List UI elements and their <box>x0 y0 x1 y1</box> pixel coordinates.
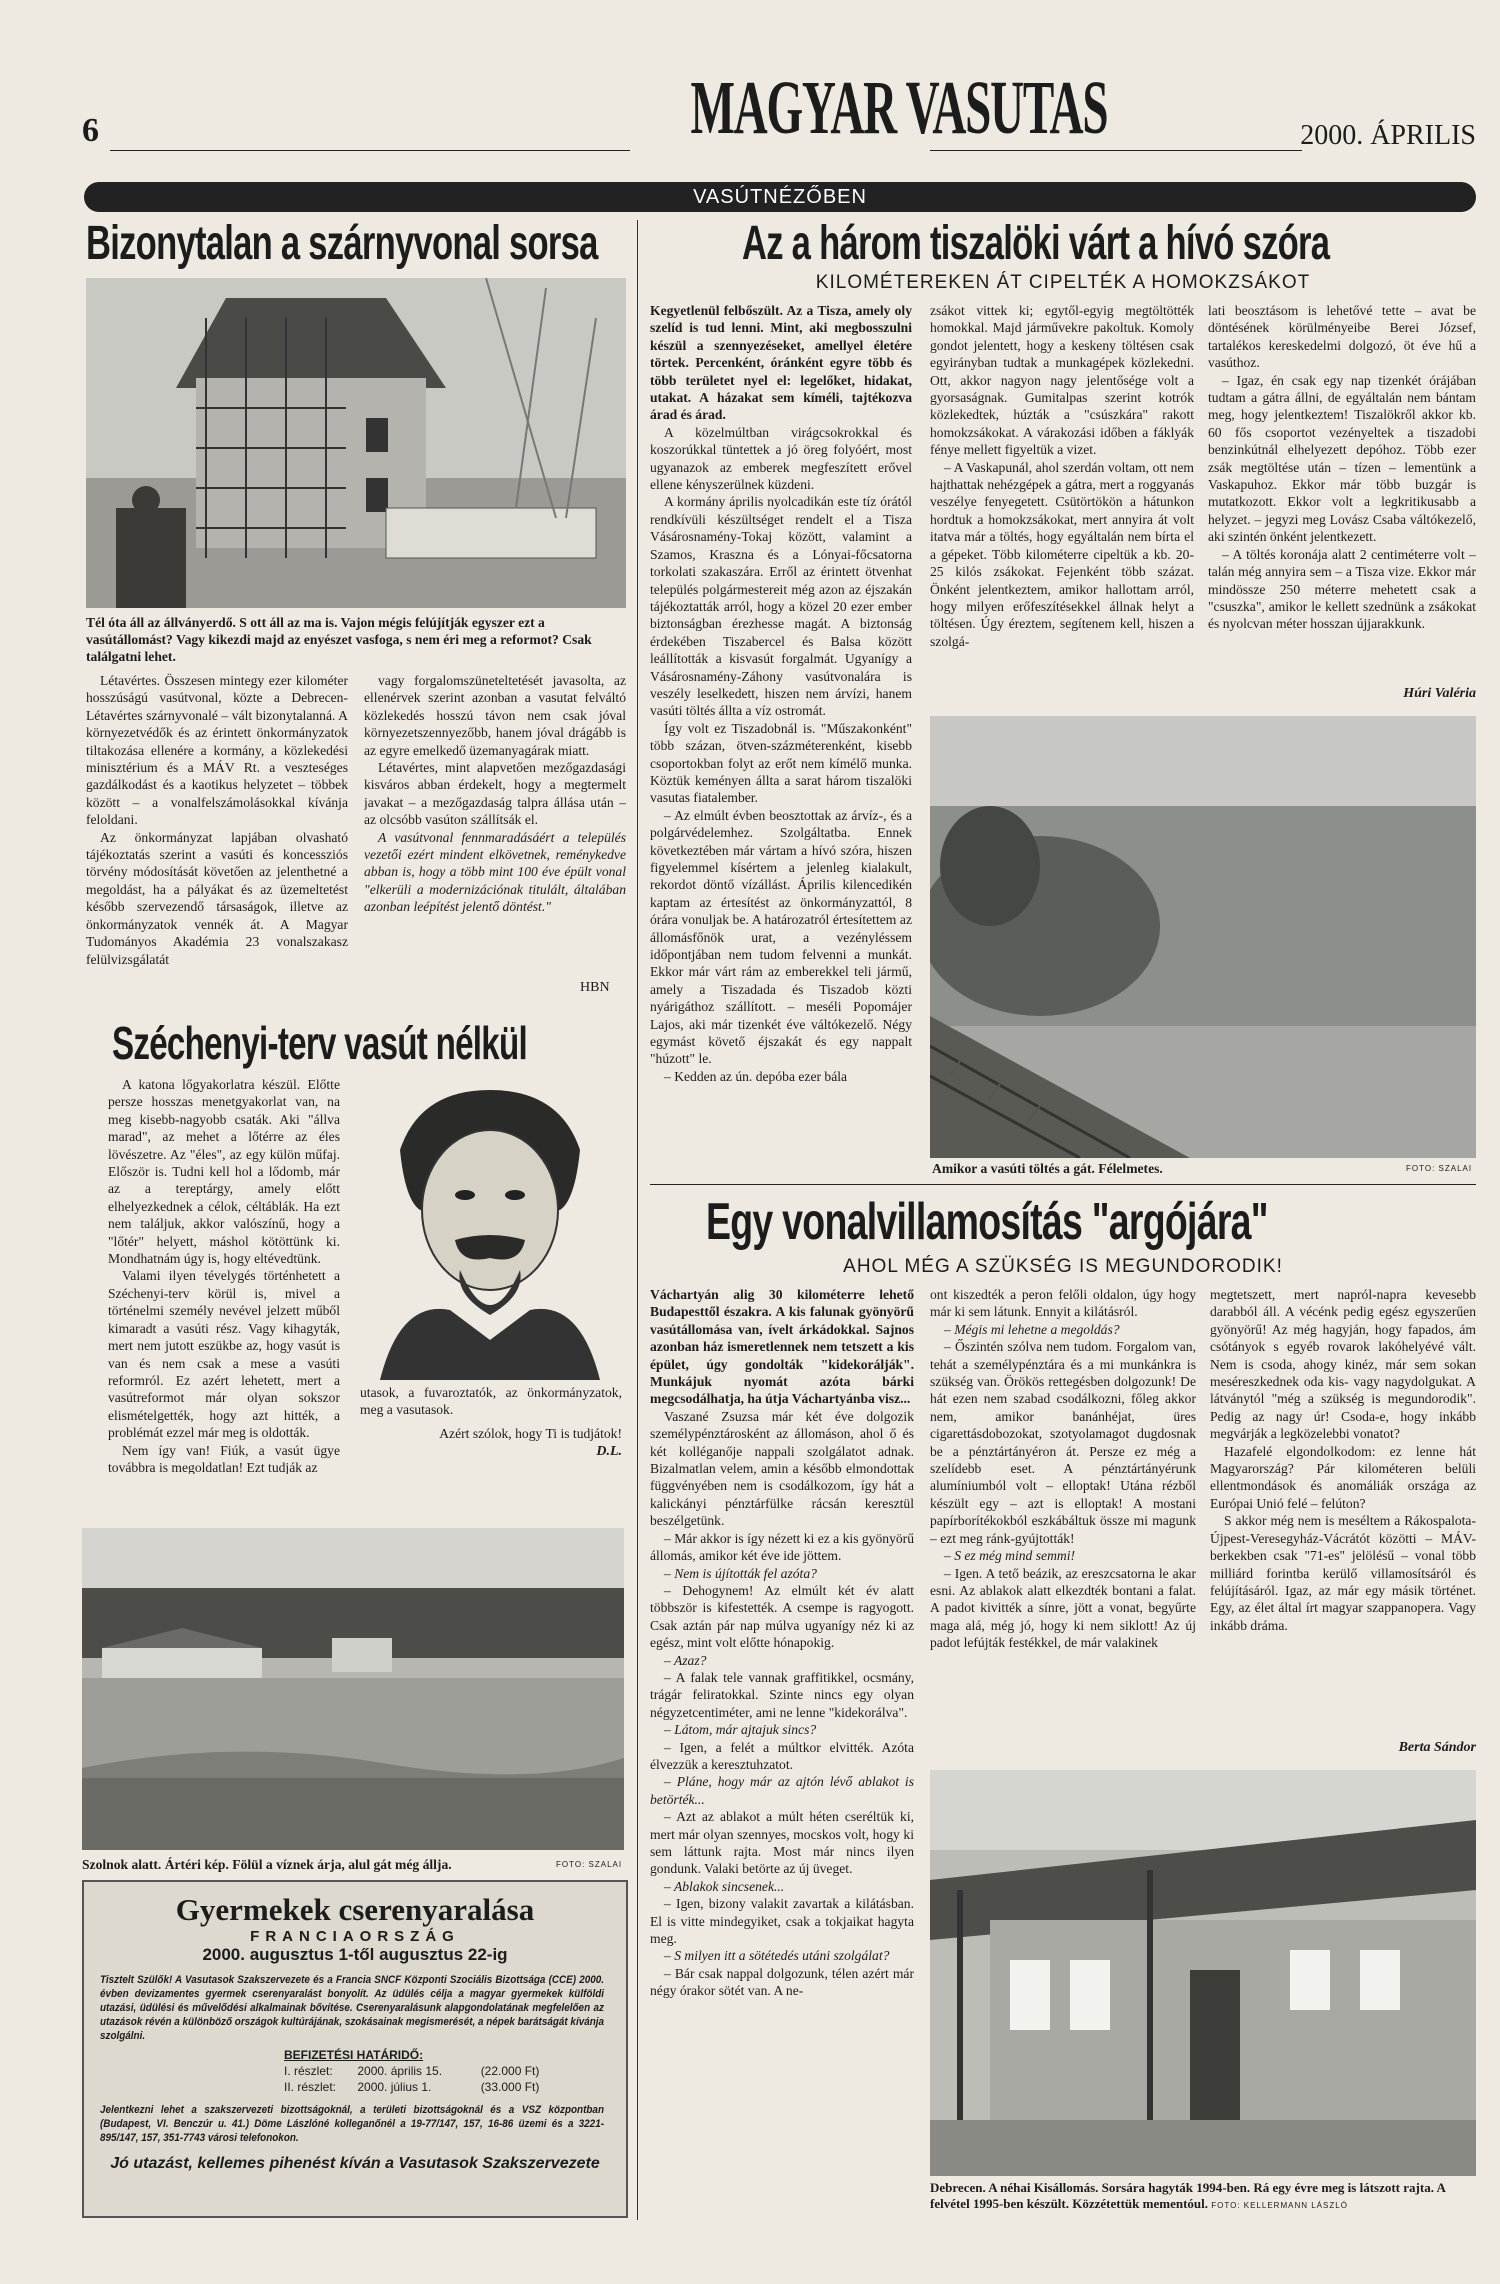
article1-col1 <box>86 672 348 998</box>
ad-body: Tisztelt Szülők! A Vasutasok Szakszervezete és a Francia SNCF Központi Szociális Bizottsága (CCE) 2000. évben devizamentes gyermek cserenyaralást bonyolít. Az üdülés célja a magyar gyermekek külföldi utazási, üdülési és művelődési alkalmainak bővítése. Cserenyaralásunk alapgondolatának megfelelően az utazások révén a különböző országok kultúrájának, szokásainak megismerését, a népek barátságát kívánja szolgálni. <box>100 1974 605 2042</box>
article3-paragraph: – A töltés koronája alatt 2 centiméterre volt – talán még annyira sem – a Tisza vize. Ekkor már mindössze 250 méterre mehetett csak a "csuszka", amikor le kellett szednünk a zsákokat és nyolcvan méter hosszan újjarakkunk. <box>1208 546 1476 632</box>
article4-station-photo <box>930 1770 1476 2176</box>
article3-col3 <box>1208 302 1476 682</box>
article4-question: – S ez még mind semmi! <box>944 1548 1076 1564</box>
szolnok-caption: Szolnok alatt. Ártéri kép. Fölül a víznek árja, alul gát még állja. <box>82 1857 452 1872</box>
article3-lead: Kegyetlenül felbőszült. Az a Tisza, amely oly szelíd is tud lenni. Mint, aki megbosszulni készül a szennyezéseket, amellyel életére törtek. Percenként, óránként egyre több és több területet nyel el: legelőket, hidakat, utakat. A házakat sem kíméli, tajtékozva árad és árad. <box>650 303 912 423</box>
article4-paragraph: – Már akkor is így nézett ki ez a kis gyönyörű állomás, amikor két éve ide jöttem. <box>650 1530 914 1564</box>
article2-signature: D.L. <box>596 1444 622 1459</box>
article2-paragraph: Nem így van! Fiúk, a vasút ügye továbbra is megoldatlan! Ezt tudják az <box>108 1442 340 1474</box>
article1-photo-caption: Tél óta áll az állványerdő. S ott áll az ma is. Vajon mégis felújítják egyszer ezt a vasútállomást? Vagy kikezdi majd az enyészet vasfoga, s nem éri meg a reformot? Csak találgatni lehet. <box>86 615 592 664</box>
article4-paragraph: Hazafelé elgondolkodom: ez lenne hát Magyarország? Pár kilométeren belüli ellentmondások és anomáliák országa az Európai Unió felé – felúton? <box>1210 1443 1476 1511</box>
article3-subtitle: KILOMÉTEREKEN ÁT CIPELTÉK A HOMOKZSÁKOT <box>815 272 1311 293</box>
article3-paragraph: Így volt ez Tiszadobnál is. "Műszakonként" több százan, ötven-százméterenként, kisebb csoportokban folyt az erőt nem kímélő munka. Köztük keményen állta a sarat három tiszalöki vasutas fiatalember. <box>650 720 912 806</box>
article4-question: – Mégis mi lehetne a megoldás? <box>944 1321 1120 1337</box>
article4-title: Egy vonalvillamosítás "argójára" <box>706 1193 1268 1251</box>
ad-part: I. részlet: <box>284 2064 333 2078</box>
szolnok-credit: FOTO: SZALAI <box>556 1860 623 1869</box>
szolnok-photo <box>82 1528 624 1850</box>
article4-paragraph: ont kiszedték a peron felőli oldalon, úgy hogy már ki sem látunk. Ennyit a kilátásról. <box>930 1287 1196 1320</box>
article3-photo-caption: Amikor a vasúti töltés a gát. Félelmetes. <box>932 1161 1163 1176</box>
article3-col2 <box>930 302 1194 702</box>
article1-title: Bizonytalan a szárnyvonal sorsa <box>86 217 598 270</box>
article3-paragraph: – Az elmúlt évben beosztottak az árvíz-, és a polgárvédelemhez. Szolgáltatba. Ennek következtében már vártam a hívó szóra, hiszen figyelemmel kísértem a jelenleg kialakult, rekordot döntő vízállást. Április kilencedikén kaptam az értesítést az önkormányzattól, 8 órára vonuljak be. A határozatról értesítettem az állomásfőnök urat, a vezényléssem időpontjában nem tudom felvenni a munkát. Ekkor már várt rám az emberekkel teli jármű, amely a Tiszadada és Tiszadob közti nyárigáthoz szállított. – meséli Popomájer Lajos, aki már tizenkét éve váltókezelő. Négy egymást követő éjszakát és egy nappalt "húzott" le. <box>650 807 912 1067</box>
article4-question: – Látom, már ajtajuk sincs? <box>664 1722 817 1738</box>
article3-paragraph: A kormány április nyolcadikán este tíz órától rendkívüli készültséget rendelt el a Tisza Vásárosnamény-Tokaj között, valamint a Szamos, Kraszna és a Lónyai-főcsatorna torkolati szakaszára. Erről az érintett ötvenhat település polgármestereit még azon az éjszakán tájékoztatták arról, hogy a közel 20 ezer ember biztonságban érezhesse magát. A biztonság érdekében Tiszabercel és Balsa között leállították a kisvasút forgalmát. Ugyanígy a Vásárosnamény-Záhony vasútvonalára is veszély leselkedett, hiszen nem árvízi, hanem vasúti töltés állta a víz ostromát. <box>650 494 912 719</box>
article2-paragraph: Valami ilyen tévelygés történhetett a Széchenyi-terv körül is, mivel a történelmi személy nevével jelzett műből kimaradt a vasúti rész. Vagy kihagyták, mert nem jutott eszükbe az, hogy vasút is van és nem csak a mese a vasúti reformról. Ez azért lehetett, mert a vasútreformot már olyan sokszor elismételgették, hogy azt hitték, a problémát ezzel már meg is oldották. <box>108 1268 340 1441</box>
article3-col1 <box>650 302 912 1180</box>
article4-question: – S milyen itt a sötétedés utáni szolgálat? <box>664 1948 890 1964</box>
article4-photo-credit: FOTO: KELLERMANN LÁSZLÓ <box>1211 2201 1348 2210</box>
article2-title: Széchenyi-terv vasút nélkül <box>112 1017 527 1069</box>
column-divider <box>637 220 638 2220</box>
masthead: MAGYAR VASUTAS <box>690 66 1108 150</box>
exchange-ad <box>82 1880 628 2218</box>
szechenyi-portrait <box>360 1080 620 1380</box>
ad-country: FRANCIAORSZÁG <box>250 1928 460 1945</box>
ad-amount: (33.000 Ft) <box>480 2080 540 2094</box>
article2-paragraph: A katona lőgyakorlatra készül. Előtte persze hosszas menetgyakorlat van, na meg kisebb-nagyobb csaták. Aki "állva marad", az mehet a lőtérre az éles lövészetre. Az "éles", az egy külön műfaj. Először is. Tudni kell hol a lődomb, már az a tereptárgy, amely előtt elhelyezkednek a célok, céltáblák. Ha ezt nem találjuk, akkor valószínű, hogy a "lőtér" helyett, máshol kötöttünk ki. Mondhatnám úgy is, hogy eltévedtünk. <box>108 1077 340 1267</box>
article1-paragraph: Az önkormányzat lapjában olvasható tájékoztatás szerint a vasúti és koncessziós törvény módosítását követően az jelenthetné a megoldást, ha a pályákat és az üzemeltetést később szervezendő társaságok, illetve az önkormányzatok vennék át. A Magyar Tudományos Akadémia 23 vonalszakasz felülvizsgálatát <box>86 829 348 967</box>
article4-col1 <box>650 1286 914 2224</box>
article3-paragraph: – Kedden az ún. depóba ezer bála <box>664 1068 848 1084</box>
article3-paragraph: A közelmúltban virágcsokrokkal és koszorúkkal tüntettek a jó öreg folyóért, most ugyanazok az emberek megfeszített erővel ellene kényszerülnek küzdeni. <box>650 424 912 493</box>
article4-paragraph: – Azt az ablakot a múlt héten cseréltük ki, mert már olyan szennyes, mocskos volt, hogy ki sem láttunk rajta. Most már nincs ilyen gondunk. Valaki betörte az új üveget. <box>650 1809 914 1877</box>
article4-question: – Nem is újították fel azóta? <box>664 1565 817 1581</box>
article3-paragraph: – A Vaskapunál, ahol szerdán voltam, ott nem hajthattak nehézgépek a gátra, mert a roggyanás veszélye fenyegetett. Csütörtökön a hátunkon hordtuk a homokzsákokat, mert annyira át volt itatva már a töltés, hogy egyáltalán nem bírta el a gépeket. Több kilométerre cipeltük a kb. 20-25 kilós zsákokat. Fejenként több százat. Önként jelentkeztem, amikor hallottam arról, hogy milyen erőfeszítésekkel állnak helyt a töltésen. Úgy éreztem, segítenem kell, hiszen a szolgá- <box>930 459 1194 649</box>
article4-col2 <box>930 1286 1196 1760</box>
article1-signature: HBN <box>580 980 610 995</box>
ad-date: 2000. július 1. <box>357 2080 432 2094</box>
article3-paragraph: lati beosztásom is lehetővé tette – avat be döntésének körülményeibe Berei József, tartalékos kereskedelmi dolgozó, öt éve hű a vasúthoz. <box>1208 303 1476 371</box>
article3-flood-photo <box>930 716 1476 1158</box>
article1-paragraph: A vasútvonal fennmaradásáért a település vezetői ezért mindent elkövetnek, reménykedve abban is, hogy a több mint 100 éve épült vonal "elkerüli a modernizációnak titulált, általában azonban leépítést jelentő döntést." <box>364 829 626 915</box>
article2-paragraph: utasok, a fuvaroztatók, az önkormányzatok, meg a vasutasok. <box>360 1385 622 1418</box>
ad-part: II. részlet: <box>284 2080 337 2094</box>
article4-photo-caption <box>930 2180 1476 2214</box>
article4-signature: Berta Sándor <box>1398 1740 1476 1755</box>
article2-closing: Azért szólok, hogy Ti is tudjátok! <box>439 1426 622 1441</box>
article4-paragraph: – Igen, a felét a múltkor elvitték. Azóta élvezzük a keresztuhzatot. <box>650 1739 914 1772</box>
article4-col3 <box>1210 1286 1476 1736</box>
ad-date: 2000. április 15. <box>357 2064 443 2078</box>
article4-question: – Azaz? <box>664 1652 707 1668</box>
article1-paragraph: Létavértes. Összesen mintegy ezer kilométer hosszúságú vasútvonal, közte a Debrecen-Létavértes szárnyvonalé – vált bizonytalanná. A környezetvédők és az érintett önkormányzatok tiltakozása ellenére a kormány, a közlekedési minisztérium és a MÁV Rt. a veszteséges gazdálkodást és a kaotikus helyzetet – többek között – a vonalfelszámolásokkal kívánja feloldani. <box>86 673 348 828</box>
article3-photo-credit: FOTO: SZALAI <box>1406 1164 1473 1173</box>
article4-paragraph: megtetszett, mert napról-napra kevesebb darabból áll. A vécénk pedig egész egyszerűen gyönyörű! Az még hagyján, hogy fapados, ám csótányok s egyéb rovarok lakóhelyévé vált. Nem is csoda, ahogy kinéz, már sem sokan meséreszkednek oda kis- vagy nagydolgukat. A látványtól "még a szükség is megundorodik". Pedig az nagy úr! Csoda-e, hogy inkább megvárják a legközelebbi vonatot? <box>1210 1287 1476 1442</box>
ad-schedule-row <box>284 2079 626 2095</box>
article3-signature: Húri Valéria <box>1403 686 1476 701</box>
article3-paragraph: – Igaz, én csak egy nap tizenkét órájában tudtam a gátra állni, de egyáltalán nem bántam meg, hogy jelentkeztem! Tiszalökről akkor kb. 60 fős csoportot vezényeltek a tiszadobi benzinkútnál elhelyezett depóhoz. Több ezer zsák megtöltése után – tízen – lementünk a Vaskapuhoz. Ekkor már több buzgár is mutatkozott. Ekkor volt a legkritikusabb a helyzet. – jegyzi meg Lovász Csaba váltókezelő, aki szintén önként jelentkezett. <box>1208 372 1476 545</box>
article4-question: – Ablakok sincsenek... <box>664 1878 785 1894</box>
ad-title: Gyermekek cserenyaralása <box>175 1892 535 1927</box>
article4-paragraph: Vaszané Zsuzsa már két éve dolgozik személypénztárosként az állomáson, ahol ő és két kolléganője nappali szolgálatot adnak. Bizalmatlan velem, amin a később elmondottak függvényében nem is csodálkozom, így hát a kalickányi pénztárfülke rácsán keresztül beszélgetünk. <box>650 1408 914 1529</box>
article3-paragraph: zsákot vittek ki; egytől-egyig megtöltötték homokkal. Majd járművekre pakoltuk. Komoly gondot jelentett, hogy a keskeny töltésen csak egyirányban tudtak a munkagépek közlekedni. Ott, akkor nagyon nagy jelentősége volt a gyorsaságnak. Gumitalpas szerint kotrók közlekedtek, húzták a "csúszkára" rakott homokzsákokat. A várakozási időben a fáklyák fénye mellett figyeltük a vizet. <box>930 303 1194 458</box>
ad-amount: (22.000 Ft) <box>480 2064 540 2078</box>
issue-date: 2000. ÁPRILIS <box>1300 120 1476 151</box>
article4-rule <box>650 1184 1476 1185</box>
article4-paragraph: – Őszintén szólva nem tudom. Forgalom van, tehát a személypénztára és a mi munkánkra is szükség van. Örökös rettegésben dolgozunk! De hát ezen nem szabad csodálkozni, főleg akkor nem, amikor banánhéjat, üres cigarettásdobozokat, szotyolamagot dugdosnak be a pénztártányéron át. Persze ez még a szelídebb eset. A pénztártányérunk alumíniumból volt – elloptak! Utána rézből készült egy – azt is elloptak! A mostani papírborítékokból eszkábáltuk össze mi magunk – ezt meg ránk-gyújtották! <box>930 1339 1196 1546</box>
article4-paragraph: S akkor még nem is meséltem a Rákospalota-Újpest-Veresegyház-Vácrátót közötti – MÁV-berkekben csak "71-es" jelölésű – vonal több milliárd forintba kerülő villamosítsáról és felújításáról. Igaz, az már egy másik történet. Egy, az élet által írt magyar szappanopera. Vagy inkább dráma. <box>1210 1513 1476 1633</box>
article4-paragraph: – A falak tele vannak graffitikkel, ocsmány, trágár feliratokkal. Szinte nincs egy olyan négyzetcentiméter, ami ne lenne "kidekorálva". <box>650 1669 914 1720</box>
article4-paragraph: – Igen, bizony valakit zavartak a kilátásban. El is vitte mindegyiket, csak a tokjaikat hagyta meg. <box>650 1896 914 1947</box>
article4-caption-text: Debrecen. A néhai Kisállomás. Sorsára hagyták 1994-ben. Rá egy évre meg is látszott rajta. A felvétel 1995-ben készült. Közzétettük mementóul. <box>930 2180 1446 2211</box>
article4-subtitle: AHOL MÉG A SZÜKSÉG IS MEGUNDORODIK! <box>843 1256 1283 1277</box>
article4-lead: Váchartyán alig 30 kilométerre lehető Budapesttől északra. A kis falunak gyönyörű vasútállomása van, ívelt árkádokkal. Sajnos azonban ház ismeretlennek nem tetszett a kis épület, úgy gondolták "kidekorálják". Munkájuk nyomát azóta bárki megcsodálhatja, ha útja Váchartyánba visz... <box>650 1287 914 1407</box>
header-rule-left <box>110 150 630 151</box>
header-rule-right <box>930 150 1302 151</box>
article4-paragraph: – Igen. A tető beázik, az ereszcsatorna le akar esni. Az ablakok alatt elkezdték bontani a falat. A padot kivitték a sínre, jött a vonat, begyűrte maga alá, még jó, hogy ki nem siklott! Az új padot lefújták festékkel, de már valakinek <box>930 1565 1196 1651</box>
ad-schedule-row <box>284 2063 626 2079</box>
article1-col2 <box>364 672 626 978</box>
section-bar: VASÚTNÉZŐBEN <box>84 182 1476 212</box>
ad-dates: 2000. augusztus 1-től augusztus 22-ig <box>202 1945 508 1964</box>
page-number: 6 <box>82 112 99 149</box>
article4-question: – Pláne, hogy már az ajtón lévő ablakot is betörték... <box>650 1774 914 1807</box>
article2-col2 <box>360 1384 622 1424</box>
article1-photo <box>86 278 626 608</box>
article1-paragraph: vagy forgalomszüneteltetését javasolta, az ellenérvek szerint azonban a vasutat felváltó közlekedés hosszú távon nem csak jóval környezetszennyezőbb, hanem jóval drágább is az egyre emelkedő üzemanyagárak miatt. <box>364 673 626 758</box>
article1-paragraph: Létavértes, mint alapvetően mezőgazdasági kisváros abban érdekelt, hogy a megtermelt javakat – a mezőgazdaság talpra állása után – az olcsóbb vasúton szállítsák el. <box>364 760 626 828</box>
article2-col1 <box>108 1076 340 1474</box>
ad-deadline-label: BEFIZETÉSI HATÁRIDŐ: <box>284 2048 424 2062</box>
ad-footer: Jó utazást, kellemes pihenést kíván a Vasutasok Szakszervezete <box>110 2155 600 2172</box>
article4-paragraph: – Bár csak nappal dolgozunk, télen azért már négy órakor sötét van. A ne- <box>650 1965 914 1999</box>
article3-title: Az a három tiszalöki várt a hívó szóra <box>742 217 1330 270</box>
ad-contact: Jelentkezni lehet a szakszervezeti bizottságoknál, a területi bizottságoknál és a VSZ központban (Budapest, VI. Benczúr u. 41.) Döme Lászlóné kolleganőnél a 19-77/147, 157, 16-86 üzemi és a 3221-895/147, 157, 351-7743 városi telefonokon. <box>100 2104 604 2144</box>
article4-paragraph: – Dehogynem! Az elmúlt két év alatt többször is kifestették. A csempe is ragyogott. Csak aztán pár nap múlva ugyanígy néz ki az egész, mint volt előtte hónapokig. <box>650 1582 914 1651</box>
